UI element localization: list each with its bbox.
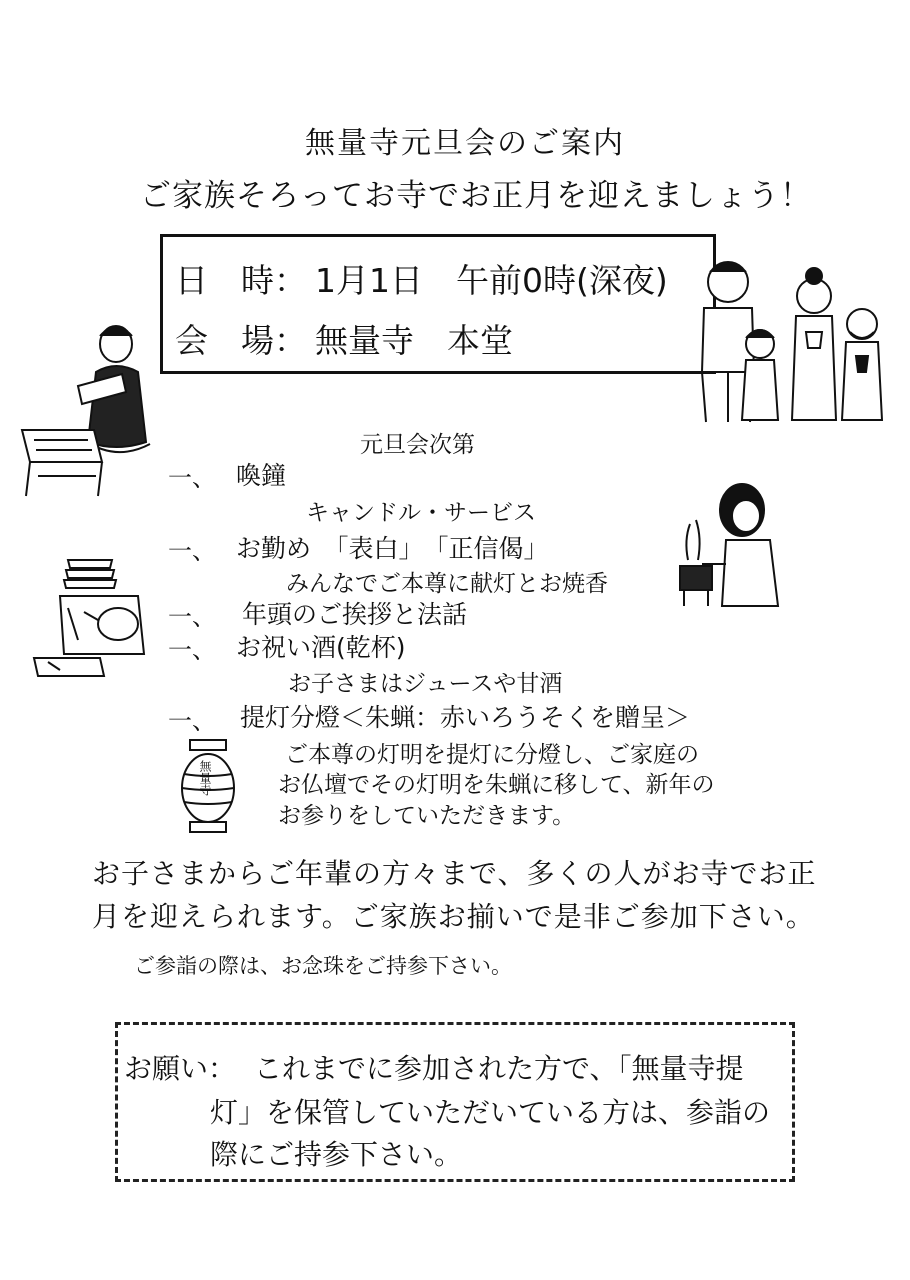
lantern-desc-line-3: お参りをしていただきます。 (278, 803, 576, 829)
venue-value: 無量寺 本堂 (315, 321, 513, 360)
program-item-1: 喚鐘 (236, 461, 287, 490)
program-item-5: 提灯分燈＜朱蝋：赤いろうそくを贈呈＞ (240, 703, 691, 732)
event-info-box (160, 234, 716, 374)
page-title: 無量寺元旦会のご案内 (305, 126, 625, 161)
request-line-3: 際にご持参下さい。 (210, 1138, 463, 1171)
family-illustration (688, 252, 898, 427)
venue-label: 会 場： (175, 321, 307, 360)
page-subtitle: ご家族そろってお寺でお正月を迎えましょう！ (140, 178, 812, 214)
program-item-4-detail: お子さまはジュースや甘酒 (288, 671, 563, 697)
bullet-1: 一、 (168, 464, 216, 492)
monk-reading-illustration (18, 312, 158, 502)
request-box (115, 1022, 795, 1182)
lantern-desc-line-1: ご本尊の灯明を提灯に分燈し、ご家庭の (285, 742, 699, 768)
program-item-2: お勤め 「表白」 「正信偈」 (236, 534, 549, 563)
bullet-2: 一、 (168, 537, 216, 565)
program-item-3: 年頭のご挨拶と法話 (242, 600, 468, 629)
venue-row (175, 315, 513, 362)
bullet-5: 一、 (168, 707, 216, 735)
program-item-2-detail: みんなでご本尊に献灯とお焼香 (286, 571, 608, 597)
lantern-desc-line-2: お仏壇でその灯明を朱蝋に移して、新年の (278, 772, 715, 798)
paper-lantern-illustration (172, 738, 244, 834)
bullet-3: 一、 (168, 603, 216, 631)
program-item-1-detail: キャンドル・サービス (306, 500, 536, 526)
tea-set-illustration (28, 550, 156, 688)
request-label: お願い： (124, 1052, 237, 1085)
date-row (175, 255, 668, 302)
date-label: 日 時： (175, 261, 307, 300)
date-value: 1月1日 午前0時(深夜) (315, 261, 668, 300)
lantern-label: 無量寺 (198, 760, 212, 796)
program-item-4: お祝い酒(乾杯) (236, 633, 406, 662)
request-line-1: これまでに参加された方で、「無量寺提 (254, 1052, 744, 1085)
program-title: 元旦会次第 (360, 432, 475, 458)
bring-rosary-note: ご参詣の際は、お念珠をご持参下さい。 (134, 954, 512, 978)
request-line-2: 灯」を保管していただいている方は、参詣の (210, 1096, 771, 1129)
body-paragraph-line-2: 月を迎えられます。ご家族お揃いで是非ご参加下さい。 (92, 900, 815, 933)
body-paragraph-line-1: お子さまからご年輩の方々まで、多くの人がお寺でお正 (92, 857, 817, 890)
girl-incense-illustration (672, 480, 784, 610)
bullet-4: 一、 (168, 636, 216, 664)
